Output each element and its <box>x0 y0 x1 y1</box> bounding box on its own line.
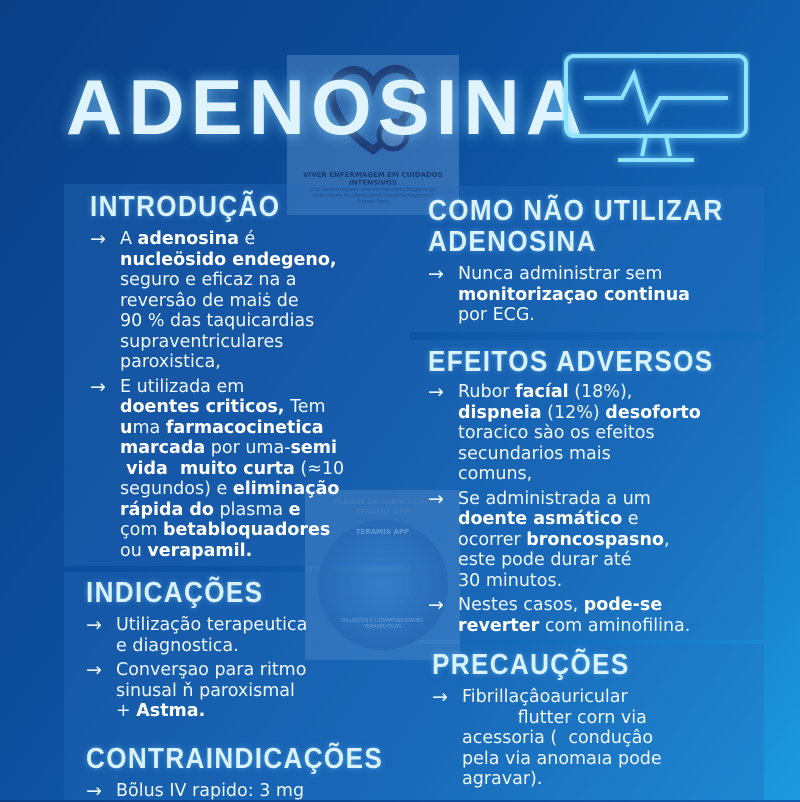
bullet-line <box>458 382 764 403</box>
watermark-url: https://www.facebook.com/viverenfermagemsci/ <box>312 193 434 199</box>
right-arrow-icon: → <box>86 779 102 802</box>
text: ocorrer <box>458 529 527 550</box>
text: E utilizada em <box>120 376 245 397</box>
text: e diagnostica. <box>116 635 239 656</box>
text: Nunca administrar sem <box>458 264 663 284</box>
bullet-line <box>458 464 764 485</box>
right-arrow-icon: → <box>86 614 102 636</box>
bullet-line <box>458 264 764 285</box>
text: com aminofilina. <box>539 615 691 636</box>
text: Nestes casos, <box>458 595 584 615</box>
text: toracico sào os efeitos <box>458 423 655 443</box>
bold-text: broncospasno <box>526 529 664 550</box>
bullet-item <box>428 595 764 636</box>
bold-text: verapamil. <box>147 540 253 561</box>
text: çom <box>120 520 163 540</box>
text: plasma <box>213 499 289 520</box>
bullet-item <box>428 382 764 485</box>
text: este pode durar até <box>458 550 632 570</box>
bullet-line <box>120 352 410 373</box>
bullet-line <box>458 616 764 637</box>
watermark-text: VIVER ENFERMAGEM EM CUIDADOS INTENSIVOS <box>303 171 443 187</box>
bold-text: doentes criticos, <box>120 397 285 417</box>
text: 30 minutos. <box>458 570 563 591</box>
text: flutter corn via <box>462 707 647 728</box>
text: , <box>663 529 670 550</box>
text: por uma- <box>205 438 291 458</box>
bullet-line <box>120 229 410 250</box>
bullet-line <box>116 781 410 802</box>
text: secundarios mais <box>458 443 611 464</box>
bullet-item <box>432 687 764 790</box>
bold-text: nucleösido endegeno, <box>120 249 337 270</box>
contraindicacoes-heading: CONTRAINDICAÇÕES <box>86 742 384 775</box>
text: seguro e eficaz na a <box>120 270 297 290</box>
bold-text: reverter <box>458 615 540 636</box>
bold-text: dispneia <box>458 402 542 423</box>
bullet-line <box>116 681 410 702</box>
bullet-line <box>116 660 410 681</box>
text: Se administrada a um <box>458 488 651 509</box>
indicacoes-heading: INDICAÇÕES <box>86 577 264 609</box>
bullet-item <box>90 229 410 373</box>
bold-text: adenosina <box>137 229 239 249</box>
text: Tem <box>284 397 326 417</box>
bold-text: muito curta <box>173 458 295 479</box>
bold-text: u <box>120 417 133 438</box>
bullet-line <box>120 332 410 353</box>
bullet-item <box>86 660 410 722</box>
como-nao-heading-1: COMO NÃO UTILIZAR <box>428 195 724 227</box>
text: Converşao para ritmo <box>116 660 307 680</box>
bold-text: facíal <box>515 382 569 402</box>
como-nao-heading-2: ADENOSINA <box>428 226 597 258</box>
bold-text: doente asmático <box>458 509 623 529</box>
bullet-line <box>462 749 764 770</box>
watermark-text: TERAMIX APP <box>355 508 410 516</box>
text: por ECG. <box>458 305 535 325</box>
text: supraventriculares <box>120 331 284 352</box>
bullet-line <box>462 769 764 790</box>
bullet-line <box>116 701 410 722</box>
bold-text: eliminação <box>232 479 340 499</box>
watermark-url: http://enfermagemcuidadosintensivos.blogspot.pt/ <box>309 187 437 193</box>
intro-heading: INTRODUÇÃO <box>90 191 281 223</box>
bullet-line <box>458 305 764 326</box>
text: Fibrillaçâoauricular <box>462 687 628 707</box>
bullet-line <box>458 403 764 424</box>
bullet-item <box>428 489 764 592</box>
bullet-item <box>428 264 764 326</box>
bold-text: e <box>288 499 301 520</box>
text: e <box>622 509 639 529</box>
right-arrow-icon: → <box>428 263 444 285</box>
text: pela via anomaıa pode <box>462 748 662 769</box>
bullet-line <box>458 550 764 571</box>
bold-text: desoforto <box>605 402 701 423</box>
bullet-line <box>120 520 410 541</box>
bullet-line <box>120 541 410 562</box>
bullet-line <box>120 377 410 398</box>
bullet-line <box>458 530 764 551</box>
page-title: ADENOSINA <box>66 63 589 151</box>
watermark-text: PLANOS DE SUBSCRIÇÃO <box>333 498 432 506</box>
text: (18%), <box>568 382 633 402</box>
text: A <box>120 229 138 249</box>
text: 90 % das taquicardias <box>120 311 315 331</box>
right-arrow-icon: → <box>90 375 106 398</box>
como-nao-panel <box>410 186 764 332</box>
bullet-line <box>120 438 410 459</box>
bold-text: marcada <box>120 438 206 458</box>
bold-text: pode-se <box>583 595 663 615</box>
right-arrow-icon: → <box>428 594 444 616</box>
bullet-line <box>120 500 410 521</box>
bold-text: monitorizaçao continua <box>458 284 690 305</box>
text: Utilização terapeutica <box>116 615 308 635</box>
text: paroxistica, <box>120 352 221 372</box>
indicacoes-panel <box>64 572 410 800</box>
text: acessoria ( conduçâo <box>462 728 654 748</box>
text: Rubor <box>458 382 516 402</box>
text: comuns, <box>458 464 533 484</box>
bullet-line <box>116 615 410 636</box>
bullet-line <box>120 418 410 439</box>
right-arrow-icon: → <box>428 381 444 403</box>
precaucoes-panel <box>410 644 764 800</box>
bullet-line <box>458 595 764 616</box>
right-arrow-icon: → <box>432 686 448 708</box>
text: sinusal ň paroxismal <box>116 680 295 701</box>
bullet-line <box>462 687 764 708</box>
bullet-line <box>120 479 410 500</box>
precaucoes-heading: PRECAUÇÕES <box>432 649 630 681</box>
ecg-monitor-icon <box>562 52 750 168</box>
text: segundos) e <box>120 479 233 499</box>
bullet-line <box>458 571 764 592</box>
text: reversâo de maiṡ de <box>120 290 299 311</box>
text: (≈10 <box>294 458 345 479</box>
bullet-item <box>86 615 410 656</box>
bullet-line <box>120 250 410 271</box>
bullet-line <box>462 728 764 749</box>
bullet-line <box>120 311 410 332</box>
bullet-item <box>86 781 410 802</box>
bold-text: betabloquadores <box>162 520 331 540</box>
intro-panel <box>64 184 410 566</box>
text: (12%) <box>541 402 606 423</box>
watermark-text: DILUIÇÕES E COMPATIBILIDADES TERAPÊUTICAS <box>341 618 424 630</box>
right-arrow-icon: → <box>90 228 106 250</box>
text: Bõlus IV rapido: 3 mg <box>116 780 305 801</box>
bullet-line <box>120 270 410 291</box>
bullet-line <box>120 397 410 418</box>
bullet-line <box>116 636 410 657</box>
text: + <box>116 701 137 721</box>
bullet-item <box>90 377 410 562</box>
bullet-line <box>120 459 410 480</box>
text: ou <box>120 540 148 561</box>
bold-text: vida <box>120 458 174 479</box>
right-arrow-icon: → <box>428 487 444 510</box>
right-arrow-icon: → <box>86 659 102 681</box>
watermark-text: TERAMIX APP <box>355 528 410 536</box>
bullet-line <box>458 285 764 306</box>
efeitos-heading: EFEITOS ADVERSOS <box>428 346 714 378</box>
bullet-line <box>458 489 764 510</box>
bold-text: farmacocinetica <box>165 417 324 438</box>
bold-text: Astma. <box>136 701 206 721</box>
bullet-line <box>462 708 764 729</box>
bold-text: semi <box>290 438 338 458</box>
bullet-line <box>458 423 764 444</box>
watermark-author: Sidonio Faria <box>357 199 389 205</box>
text: ma <box>132 417 166 438</box>
text: agravar). <box>462 769 543 789</box>
bullet-line <box>120 291 410 312</box>
text: é <box>238 229 256 249</box>
efeitos-panel <box>410 340 764 640</box>
bullet-line <box>458 509 764 530</box>
bullet-line <box>458 444 764 465</box>
bold-text: rápida do <box>120 499 214 520</box>
